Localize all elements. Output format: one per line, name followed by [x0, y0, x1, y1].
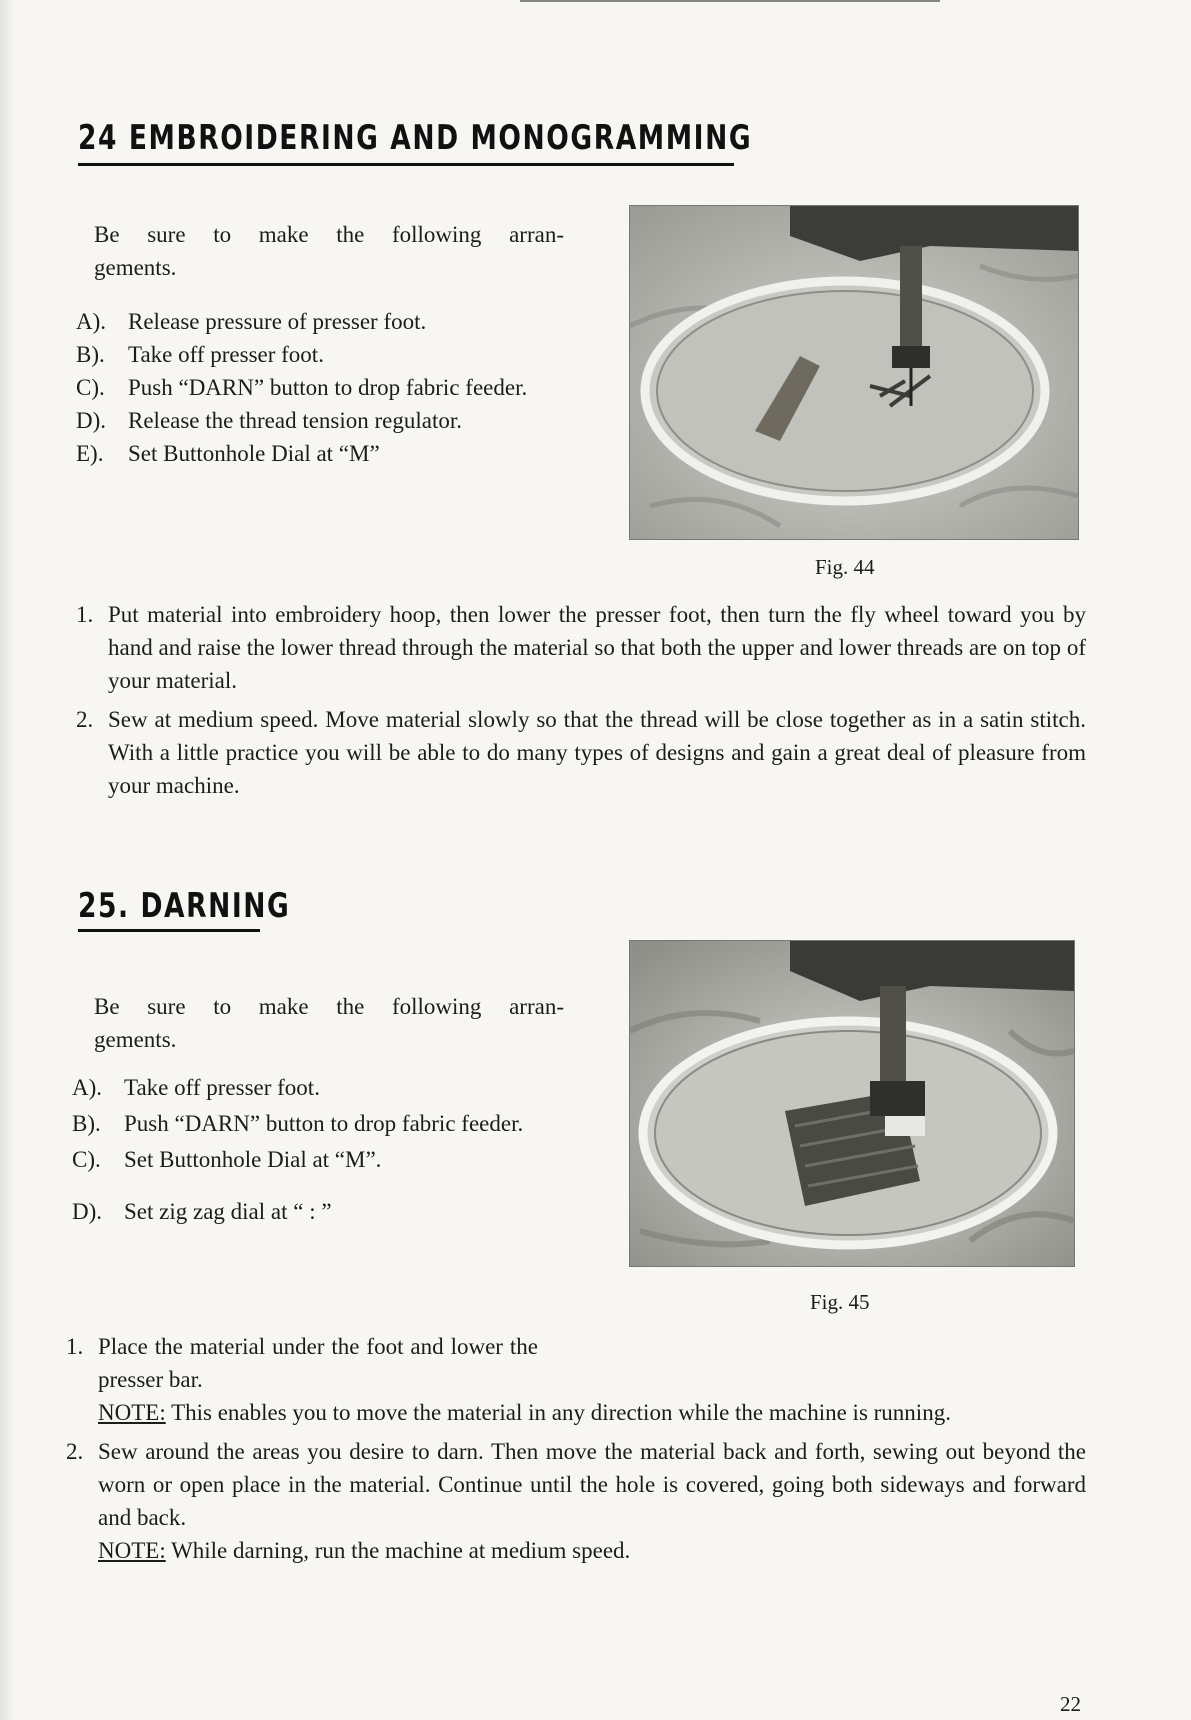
step-text: Place the material under the foot and lower the presser bar. [98, 1334, 538, 1392]
darning-hoop-photo [629, 940, 1075, 1267]
note-item [66, 1396, 1086, 1429]
section-24-arrangements [76, 305, 556, 470]
arrangement-text: Take off presser foot. [124, 1075, 320, 1100]
step-item [66, 1435, 1086, 1534]
arrangement-label: A). [72, 1075, 103, 1100]
page-edge [0, 0, 14, 1720]
figure-45-caption: Fig. 45 [810, 1290, 870, 1314]
figure-44-caption: Fig. 44 [815, 555, 875, 579]
note-label: NOTE: [98, 1400, 166, 1425]
arrangement-item [72, 1106, 552, 1142]
arrangement-item [76, 338, 556, 371]
step-number: 2. [76, 707, 94, 732]
section-24-steps [76, 598, 1086, 808]
section-25-heading: 25. DARNING [78, 886, 291, 926]
note-text: This enables you to move the material in any direction while the machine is running. [171, 1400, 951, 1425]
step-number: 1. [76, 602, 94, 627]
step-text: Sew around the areas you desire to darn. Then move the material back and forth, sewing out beyond the worn or open place in the material. Continue until the hole is covered, going both sideways and forward and back. [98, 1439, 1086, 1530]
section-25-heading-underline [78, 929, 260, 932]
step-item [76, 598, 1086, 697]
step-item [76, 703, 1086, 802]
arrangement-text: Set zig zag dial at “ : ” [124, 1199, 332, 1224]
arrangement-text: Push “DARN” button to drop fabric feeder. [128, 375, 528, 400]
arrangement-label: B). [76, 342, 105, 367]
arrangement-label: B). [72, 1111, 101, 1136]
arrangement-label: C). [76, 375, 105, 400]
section-25-intro-line1: Be sure to make the following arran- [94, 994, 564, 1019]
section-24-heading-underline [78, 163, 734, 166]
section-25-intro-line2: gements. [94, 1027, 177, 1052]
arrangement-text: Set Buttonhole Dial at “M”. [124, 1147, 382, 1172]
section-24-intro-line1: Be sure to make the following arran- [94, 222, 564, 247]
note-text-line [98, 1534, 1086, 1567]
arrangement-text: Take off presser foot. [128, 342, 324, 367]
arrangement-text: Push “DARN” button to drop fabric feeder. [124, 1111, 524, 1136]
arrangement-label: D). [72, 1199, 103, 1224]
arrangement-label: C). [72, 1147, 101, 1172]
arrangement-item [72, 1070, 552, 1106]
note-label: NOTE: [98, 1538, 166, 1563]
section-24-heading: 24 EMBROIDERING AND MONOGRAMMING [78, 118, 753, 158]
arrangement-label: D). [76, 408, 107, 433]
arrangement-item [72, 1194, 552, 1230]
step-item [66, 1330, 1086, 1396]
arrangement-item [76, 305, 556, 338]
step-number: 1. [66, 1334, 84, 1359]
step-text: Put material into embroidery hoop, then lower the presser foot, then turn the fly wheel toward you by hand and raise the lower thread through the material so that both the upper and lower threads are on top of your material. [108, 602, 1086, 693]
page-number: 22 [1060, 1692, 1081, 1716]
section-25-steps [66, 1330, 1086, 1573]
section-24-intro-line2: gements. [94, 255, 177, 280]
section-25-arrangements [72, 1070, 552, 1230]
note-text: While darning, run the machine at medium speed. [171, 1538, 631, 1563]
section-24-intro [94, 218, 564, 284]
arrangement-label: A). [76, 309, 107, 334]
embroidery-hoop-photo [629, 205, 1079, 540]
arrangement-label: E). [76, 441, 104, 466]
section-25-intro [94, 990, 564, 1056]
arrangement-text: Release the thread tension regulator. [128, 408, 463, 433]
arrangement-text: Set Buttonhole Dial at “M” [128, 441, 380, 466]
step-number: 2. [66, 1439, 84, 1464]
arrangement-item [76, 437, 556, 470]
arrangement-item [72, 1142, 552, 1178]
note-text-line [98, 1396, 1086, 1429]
top-rule [520, 0, 940, 2]
note-item [66, 1534, 1086, 1567]
arrangement-item [76, 371, 556, 404]
arrangement-text: Release pressure of presser foot. [128, 309, 427, 334]
arrangement-item [76, 404, 556, 437]
step-text: Sew at medium speed. Move material slowly so that the thread will be close together as in a satin stitch. With a little practice you will be able to do many types of designs and gain a great deal of pleasure from your machine. [108, 707, 1086, 798]
